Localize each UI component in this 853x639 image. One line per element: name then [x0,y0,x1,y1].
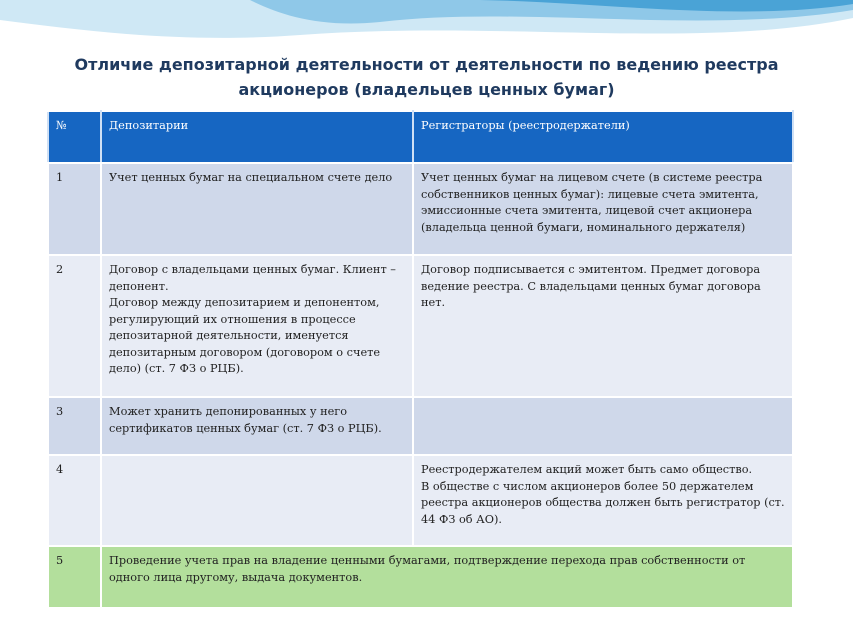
table-row [48,255,793,397]
registrar-cell: Реестродержателем акций может быть само общество. В обществе с числом акционеров более 50 держателем реестра акционеров общества должен быть регистратор (ст. 44 ФЗ об АО). [413,455,793,546]
header-number: № [48,111,101,163]
depository-cell: Договор с владельцами ценных бумаг. Клиент – депонент. Договор между депозитарием и депонентом, регулирующий их отношения в процессе депозитарной деятельности, именуется депозитарным договором (договором о счете дело) (ст. 7 ФЗ о РЦБ). [101,255,413,397]
registrar-cell [413,397,793,455]
header-depositories: Депозитарии [101,111,413,163]
row-number: 5 [48,546,101,608]
header-registrars: Регистраторы (реестродержатели) [413,111,793,163]
depository-cell: Может хранить депонированных у него сертификатов ценных бумаг (ст. 7 ФЗ о РЦБ). [101,397,413,455]
row-number: 3 [48,397,101,455]
decorative-wave [0,0,853,60]
table-row [48,397,793,455]
registrar-cell: Учет ценных бумаг на лицевом счете (в системе реестра собственников ценных бумаг): лицевые счета эмитента, эмиссионные счета эмитента, лицевой счет акционера (владельца ценной бумаги, номинального держателя) [413,163,793,255]
depository-cell [101,455,413,546]
depository-cell: Учет ценных бумаг на специальном счете дело [101,163,413,255]
table-row [48,163,793,255]
table-row [48,455,793,546]
row-number: 1 [48,163,101,255]
row-number: 2 [48,255,101,397]
common-cell: Проведение учета прав на владение ценными бумагами, подтверждение перехода прав собственности от одного лица другому, выдача документов. [101,546,793,608]
comparison-table [47,110,794,609]
slide-title: Отличие депозитарной деятельности от деятельности по ведению реестра акционеров (владельцев ценных бумаг) [74,55,779,99]
row-number: 4 [48,455,101,546]
registrar-cell: Договор подписывается с эмитентом. Предмет договора ведение реестра. С владельцами ценных бумаг договора нет. [413,255,793,397]
table-row [48,546,793,608]
table-header-row [48,111,793,163]
